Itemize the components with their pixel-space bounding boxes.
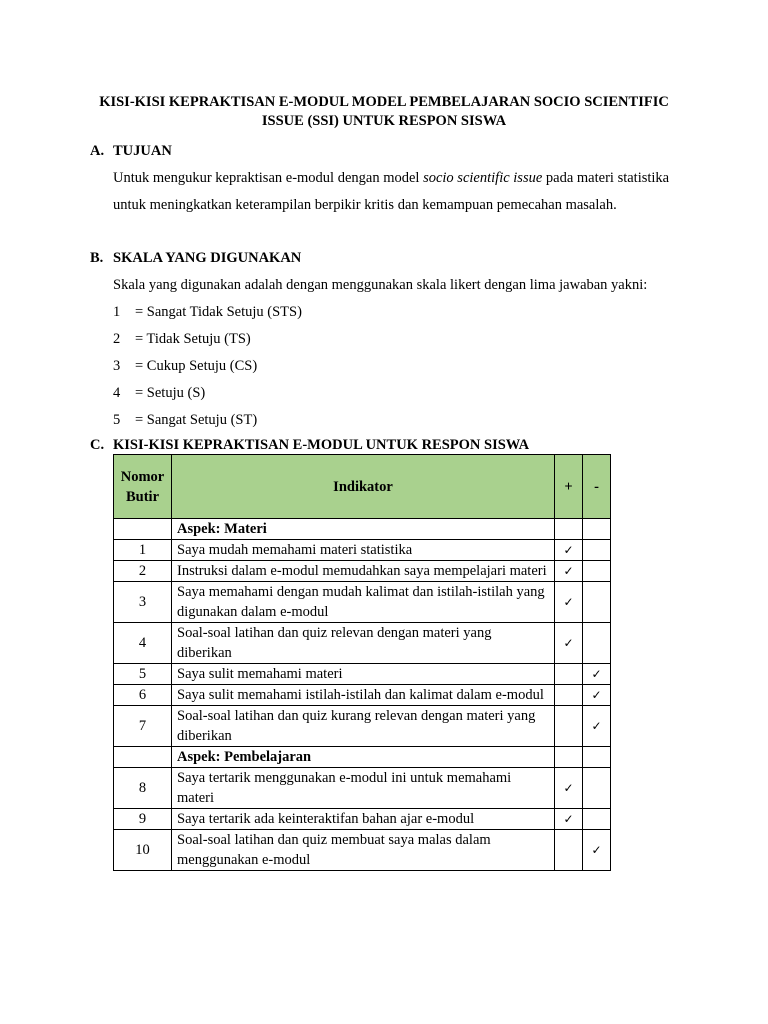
scale-num: 2 — [113, 331, 121, 347]
empty-cell — [583, 561, 611, 582]
section-c-letter: C. — [90, 437, 105, 453]
section-c-title: KISI-KISI KEPRAKTISAN E-MODUL UNTUK RESPON SISWA — [113, 437, 530, 453]
item-indicator: Saya tertarik menggunakan e-modul ini untuk memahami materi — [172, 768, 555, 809]
section-a-text-italic: socio scientific issue — [423, 170, 543, 186]
document-title: KISI-KISI KEPRAKTISAN E-MODUL MODEL PEMBELAJARAN SOCIO SCIENTIFIC ISSUE (SSI) UNTUK RESPON SISWA — [99, 94, 669, 129]
empty-cell — [583, 540, 611, 561]
table-row — [114, 809, 611, 830]
table-row — [114, 582, 611, 623]
empty-cell — [583, 623, 611, 664]
scale-label: = Sangat Tidak Setuju (STS) — [135, 304, 302, 320]
check-icon: ✓ — [555, 561, 583, 582]
scale-label: = Cukup Setuju (CS) — [135, 358, 258, 374]
table-row — [114, 561, 611, 582]
scale-num: 5 — [113, 412, 121, 428]
scale-item — [113, 303, 302, 322]
aspect-label: Aspek: Pembelajaran — [172, 747, 555, 768]
table-aspect-row — [114, 519, 611, 540]
item-number: 9 — [114, 809, 172, 830]
table-row — [114, 623, 611, 664]
item-indicator: Saya sulit memahami materi — [172, 664, 555, 685]
empty-cell — [583, 582, 611, 623]
section-a-heading — [90, 142, 172, 161]
check-icon: ✓ — [583, 706, 611, 747]
item-number: 2 — [114, 561, 172, 582]
empty-cell — [555, 685, 583, 706]
check-icon: ✓ — [583, 664, 611, 685]
empty-cell — [583, 519, 611, 540]
aspect-label: Aspek: Materi — [172, 519, 555, 540]
table-header-row — [114, 455, 611, 519]
item-indicator: Soal-soal latihan dan quiz kurang relevan dengan materi yang diberikan — [172, 706, 555, 747]
table-row — [114, 768, 611, 809]
header-nomor-butir: Nomor Butir — [114, 455, 172, 519]
item-indicator: Saya memahami dengan mudah kalimat dan istilah-istilah yang digunakan dalam e-modul — [172, 582, 555, 623]
section-a-text-after: pada materi statistika untuk meningkatkan keterampilan berpikir kritis dan kemampuan pemecahan masalah. — [113, 170, 670, 213]
empty-cell — [555, 830, 583, 871]
check-icon: ✓ — [555, 809, 583, 830]
check-icon: ✓ — [555, 540, 583, 561]
item-number: 8 — [114, 768, 172, 809]
table-body — [114, 519, 611, 871]
table-row — [114, 540, 611, 561]
scale-num: 4 — [113, 385, 121, 401]
section-a-letter: A. — [90, 143, 105, 159]
header-minus: - — [583, 455, 611, 519]
table-row — [114, 830, 611, 871]
item-number: 10 — [114, 830, 172, 871]
table-row — [114, 706, 611, 747]
section-b-heading — [90, 249, 301, 268]
item-number: 4 — [114, 623, 172, 664]
item-number: 7 — [114, 706, 172, 747]
scale-label: = Setuju (S) — [135, 385, 206, 401]
empty-cell — [114, 519, 172, 540]
item-indicator: Soal-soal latihan dan quiz relevan dengan materi yang diberikan — [172, 623, 555, 664]
item-indicator: Saya mudah memahami materi statistika — [172, 540, 555, 561]
scale-item — [113, 384, 205, 403]
scale-num: 3 — [113, 358, 121, 374]
header-indikator: Indikator — [172, 455, 555, 519]
item-number: 5 — [114, 664, 172, 685]
empty-cell — [114, 747, 172, 768]
section-b-title: SKALA YANG DIGUNAKAN — [113, 250, 302, 266]
table-aspect-row — [114, 747, 611, 768]
scale-item — [113, 357, 257, 376]
kisi-table — [113, 454, 611, 871]
section-a-paragraph — [113, 165, 673, 218]
empty-cell — [555, 706, 583, 747]
empty-cell — [583, 747, 611, 768]
empty-cell — [583, 768, 611, 809]
empty-cell — [555, 519, 583, 540]
scale-item — [113, 411, 257, 430]
header-plus: + — [555, 455, 583, 519]
item-number: 6 — [114, 685, 172, 706]
item-number: 1 — [114, 540, 172, 561]
scale-label: = Tidak Setuju (TS) — [135, 331, 251, 347]
section-a-text-before: Untuk mengukur kepraktisan e-modul dengan model — [113, 170, 424, 186]
empty-cell — [555, 664, 583, 685]
scale-num: 1 — [113, 304, 121, 320]
item-indicator: Soal-soal latihan dan quiz membuat saya malas dalam menggunakan e-modul — [172, 830, 555, 871]
item-indicator: Saya sulit memahami istilah-istilah dan kalimat dalam e-modul — [172, 685, 555, 706]
check-icon: ✓ — [583, 685, 611, 706]
item-indicator: Saya tertarik ada keinteraktifan bahan ajar e-modul — [172, 809, 555, 830]
section-b-paragraph: Skala yang digunakan adalah dengan menggunakan skala likert dengan lima jawaban yakni: — [113, 277, 648, 293]
check-icon: ✓ — [555, 582, 583, 623]
scale-label: = Sangat Setuju (ST) — [135, 412, 258, 428]
check-icon: ✓ — [555, 768, 583, 809]
table-row — [114, 664, 611, 685]
section-a-title: TUJUAN — [113, 143, 172, 159]
section-b-letter: B. — [90, 250, 104, 266]
empty-cell — [555, 747, 583, 768]
table-row — [114, 685, 611, 706]
item-indicator: Instruksi dalam e-modul memudahkan saya mempelajari materi — [172, 561, 555, 582]
item-number: 3 — [114, 582, 172, 623]
section-c-heading — [90, 436, 529, 455]
empty-cell — [583, 809, 611, 830]
check-icon: ✓ — [583, 830, 611, 871]
check-icon: ✓ — [555, 623, 583, 664]
scale-item — [113, 330, 251, 349]
